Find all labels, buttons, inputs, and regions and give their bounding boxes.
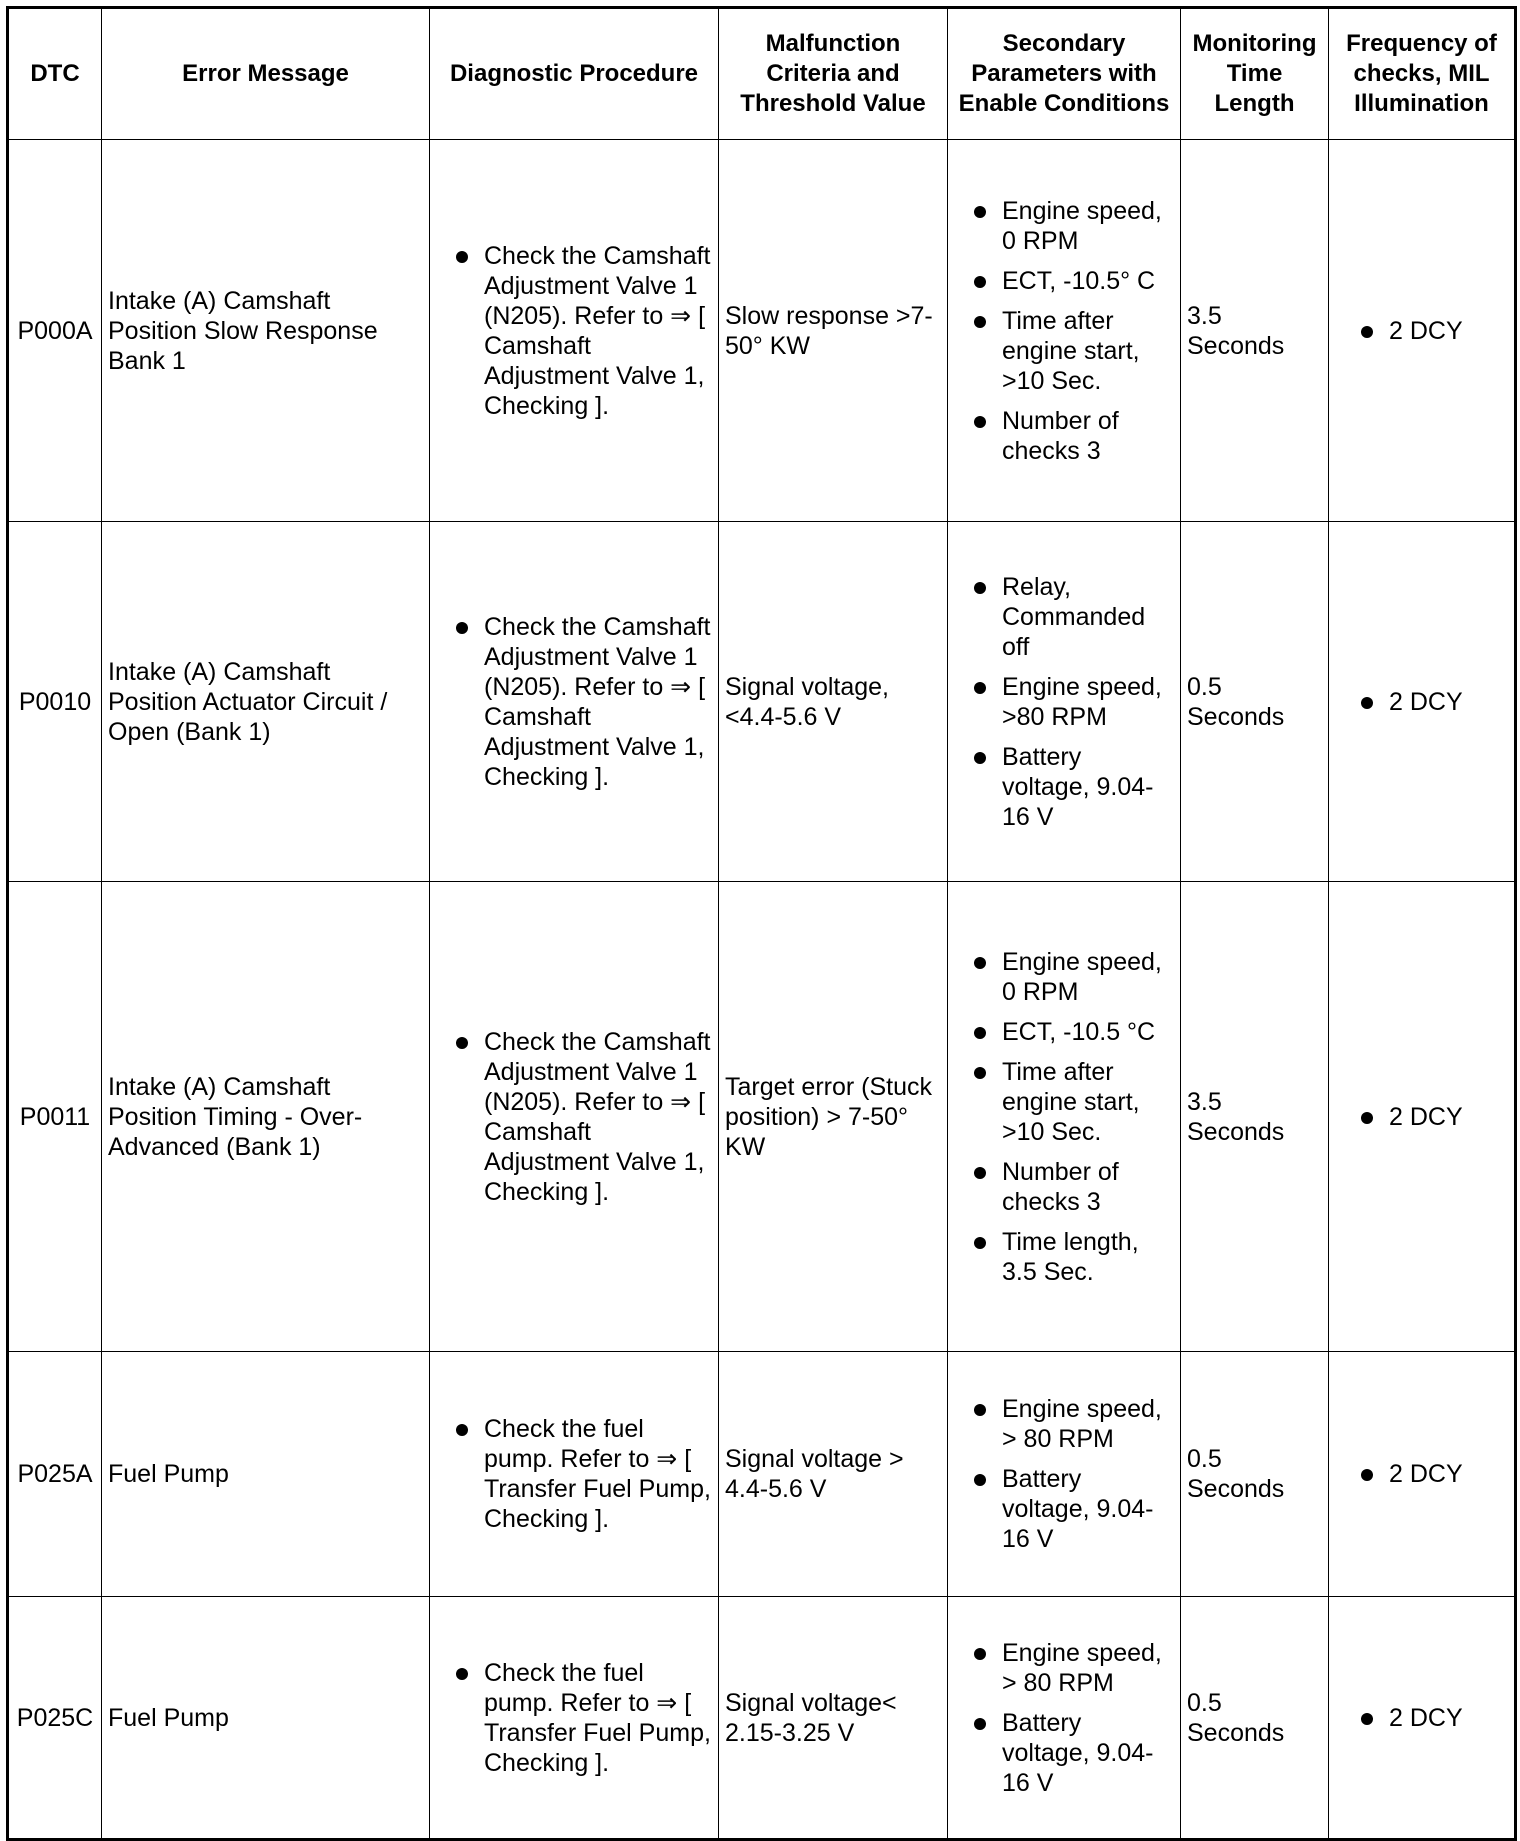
table-row bbox=[8, 1352, 1516, 1597]
dtc-code: P025A bbox=[8, 1352, 102, 1597]
parameter-item: Engine speed, 0 RPM bbox=[954, 947, 1174, 1007]
diagnostic-procedure bbox=[430, 140, 719, 522]
dtc-code: P000A bbox=[8, 140, 102, 522]
frequency-cell bbox=[1329, 1352, 1516, 1597]
parameter-item: Time after engine start, >10 Sec. bbox=[954, 306, 1174, 396]
error-message: Fuel Pump bbox=[102, 1597, 430, 1840]
monitoring-time: 0.5 Seconds bbox=[1181, 1597, 1329, 1840]
error-message: Fuel Pump bbox=[102, 1352, 430, 1597]
frequency-item: 2 DCY bbox=[1335, 1102, 1508, 1132]
secondary-parameters bbox=[948, 1597, 1181, 1840]
parameter-item: Relay, Commanded off bbox=[954, 572, 1174, 662]
diagnostic-procedure bbox=[430, 1597, 719, 1840]
header-diagnostic-procedure: Diagnostic Procedure bbox=[430, 8, 719, 140]
error-message: Intake (A) Camshaft Position Actuator Circuit / Open (Bank 1) bbox=[102, 522, 430, 882]
procedure-item: Check the Camshaft Adjustment Valve 1 (N205). Refer to ⇒ [ Camshaft Adjustment Valve 1, Checking ]. bbox=[436, 612, 712, 792]
parameter-item: Battery voltage, 9.04-16 V bbox=[954, 1464, 1174, 1554]
diagnostic-procedure bbox=[430, 522, 719, 882]
malfunction-criteria: Signal voltage, <4.4-5.6 V bbox=[719, 522, 948, 882]
table-header-row bbox=[8, 8, 1516, 140]
table-row bbox=[8, 1597, 1516, 1840]
parameter-item: ECT, -10.5° C bbox=[954, 266, 1174, 296]
parameter-item: Engine speed, > 80 RPM bbox=[954, 1394, 1174, 1454]
frequency-cell bbox=[1329, 882, 1516, 1352]
procedure-item: Check the Camshaft Adjustment Valve 1 (N205). Refer to ⇒ [ Camshaft Adjustment Valve 1, Checking ]. bbox=[436, 1027, 712, 1207]
secondary-parameters bbox=[948, 882, 1181, 1352]
table-row bbox=[8, 522, 1516, 882]
parameter-item: ECT, -10.5 °C bbox=[954, 1017, 1174, 1047]
monitoring-time: 3.5 Seconds bbox=[1181, 140, 1329, 522]
dtc-table bbox=[6, 6, 1517, 1841]
parameter-item: Battery voltage, 9.04-16 V bbox=[954, 1708, 1174, 1798]
malfunction-criteria: Target error (Stuck position) > 7-50° KW bbox=[719, 882, 948, 1352]
error-message: Intake (A) Camshaft Position Slow Response Bank 1 bbox=[102, 140, 430, 522]
header-monitoring-time: Monitoring Time Length bbox=[1181, 8, 1329, 140]
frequency-item: 2 DCY bbox=[1335, 316, 1508, 346]
frequency-item: 2 DCY bbox=[1335, 1459, 1508, 1489]
procedure-item: Check the fuel pump. Refer to ⇒ [ Transfer Fuel Pump, Checking ]. bbox=[436, 1414, 712, 1534]
parameter-item: Number of checks 3 bbox=[954, 1157, 1174, 1217]
parameter-item: Engine speed, 0 RPM bbox=[954, 196, 1174, 256]
header-frequency: Frequency of checks, MIL Illumination bbox=[1329, 8, 1516, 140]
header-secondary-parameters: Secondary Parameters with Enable Conditions bbox=[948, 8, 1181, 140]
parameter-item: Time length, 3.5 Sec. bbox=[954, 1227, 1174, 1287]
header-dtc: DTC bbox=[8, 8, 102, 140]
secondary-parameters bbox=[948, 522, 1181, 882]
procedure-item: Check the fuel pump. Refer to ⇒ [ Transfer Fuel Pump, Checking ]. bbox=[436, 1658, 712, 1778]
parameter-item: Engine speed, > 80 RPM bbox=[954, 1638, 1174, 1698]
header-malfunction-criteria: Malfunction Criteria and Threshold Value bbox=[719, 8, 948, 140]
parameter-item: Battery voltage, 9.04-16 V bbox=[954, 742, 1174, 832]
diagnostic-procedure bbox=[430, 882, 719, 1352]
table-row bbox=[8, 140, 1516, 522]
malfunction-criteria: Slow response >7-50° KW bbox=[719, 140, 948, 522]
monitoring-time: 3.5 Seconds bbox=[1181, 882, 1329, 1352]
frequency-item: 2 DCY bbox=[1335, 687, 1508, 717]
parameter-item: Engine speed, >80 RPM bbox=[954, 672, 1174, 732]
monitoring-time: 0.5 Seconds bbox=[1181, 522, 1329, 882]
diagnostic-procedure bbox=[430, 1352, 719, 1597]
monitoring-time: 0.5 Seconds bbox=[1181, 1352, 1329, 1597]
secondary-parameters bbox=[948, 1352, 1181, 1597]
malfunction-criteria: Signal voltage< 2.15-3.25 V bbox=[719, 1597, 948, 1840]
parameter-item: Time after engine start, >10 Sec. bbox=[954, 1057, 1174, 1147]
frequency-cell bbox=[1329, 140, 1516, 522]
frequency-cell bbox=[1329, 1597, 1516, 1840]
procedure-item: Check the Camshaft Adjustment Valve 1 (N205). Refer to ⇒ [ Camshaft Adjustment Valve 1, Checking ]. bbox=[436, 241, 712, 421]
header-error-message: Error Message bbox=[102, 8, 430, 140]
dtc-code: P0011 bbox=[8, 882, 102, 1352]
parameter-item: Number of checks 3 bbox=[954, 406, 1174, 466]
table-row bbox=[8, 882, 1516, 1352]
malfunction-criteria: Signal voltage > 4.4-5.6 V bbox=[719, 1352, 948, 1597]
secondary-parameters bbox=[948, 140, 1181, 522]
error-message: Intake (A) Camshaft Position Timing - Over-Advanced (Bank 1) bbox=[102, 882, 430, 1352]
frequency-item: 2 DCY bbox=[1335, 1703, 1508, 1733]
frequency-cell bbox=[1329, 522, 1516, 882]
dtc-code: P025C bbox=[8, 1597, 102, 1840]
dtc-code: P0010 bbox=[8, 522, 102, 882]
